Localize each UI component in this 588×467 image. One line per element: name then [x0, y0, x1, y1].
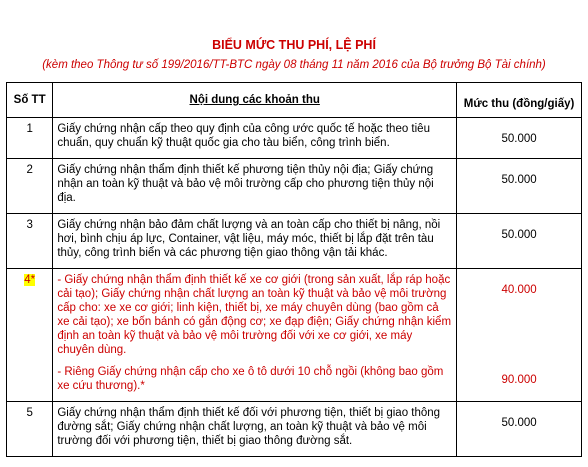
row-content: Giấy chứng nhận thẩm định thiết kế đối với phương tiện, thiết bị giao thông đường sắt; Giấy chứng nhận chất lượng, an toàn kỹ thuật và bảo vệ môi trường đối với phương tiện, thiết bị giao thông đường sắt.	[53, 402, 457, 457]
row-fee: 50.000	[457, 118, 582, 159]
table-row	[7, 118, 582, 159]
header-fee: Mức thu (đồng/giấy)	[457, 83, 582, 118]
row-fee: 50.000	[457, 402, 582, 457]
page-title: BIỂU MỨC THU PHÍ, LỆ PHÍ	[212, 38, 376, 52]
row-content: Giấy chứng nhận thẩm định thiết kế phương tiện thủy nội địa; Giấy chứng nhận an toàn kỹ thuật và bảo vệ môi trường cấp cho phương tiện thủy nội địa.	[53, 159, 457, 214]
table-row	[7, 159, 582, 214]
row-content: Giấy chứng nhận bảo đảm chất lượng và an toàn cấp cho thiết bị nâng, nồi hơi, bình chịu áp lực, Container, vật liệu, máy móc, thiết bị lắp đặt trên tàu thủy, công trình biển và các phương tiện giao thông vận tải khác.	[53, 214, 457, 269]
row-fee: 50.000	[457, 214, 582, 269]
row-fee-a: 40.000	[501, 284, 537, 296]
row-content: Giấy chứng nhận cấp theo quy định của công ước quốc tế hoặc theo tiêu chuẩn, quy chuẩn kỹ thuật quốc gia cho tàu biển, công trình biển.	[53, 118, 457, 159]
table-row	[7, 269, 582, 402]
header-stt: Số TT	[7, 83, 53, 118]
row-stt: 3	[7, 214, 53, 269]
row-content-part-a: - Giấy chứng nhận thẩm định thiết kế xe cơ giới (trong sản xuất, lắp ráp hoặc cải tạo); Giấy chứng nhận chất lượng an toàn kỹ thuật và bảo vệ môi trường cấp cho: xe xe cơ giới; linh kiện, thiết bị, xe máy chuyên dùng (bao gồm cả xe cải tạo); xe bốn bánh có gắn động cơ; xe đạp điện; Giấy chứng nhận kiểm định an toàn kỹ thuật và bảo vệ môi trường đối với xe cơ giới, xe máy chuyên dùng.	[57, 274, 452, 356]
row-stt	[7, 269, 53, 402]
page-subtitle: (kèm theo Thông tư số 199/2016/TT-BTC ngày 08 tháng 11 năm 2016 của Bộ trưởng Bộ Tài chính)	[42, 59, 546, 71]
row-content-part-b: - Riêng Giấy chứng nhận cấp cho xe ô tô dưới 10 chỗ ngồi (không bao gồm xe cứu thương).*	[57, 366, 444, 392]
header-content: Nội dung các khoản thu	[53, 83, 457, 118]
table-header-row	[7, 83, 582, 118]
row-stt-highlighted: 4*	[24, 274, 36, 286]
fee-table	[6, 82, 582, 457]
row-stt: 2	[7, 159, 53, 214]
row-stt: 5	[7, 402, 53, 457]
row-fee: 50.000	[457, 159, 582, 214]
row-content	[53, 269, 457, 402]
table-row	[7, 214, 582, 269]
table-row	[7, 402, 582, 457]
row-stt: 1	[7, 118, 53, 159]
row-fee	[457, 269, 582, 402]
row-fee-b: 90.000	[501, 374, 537, 386]
